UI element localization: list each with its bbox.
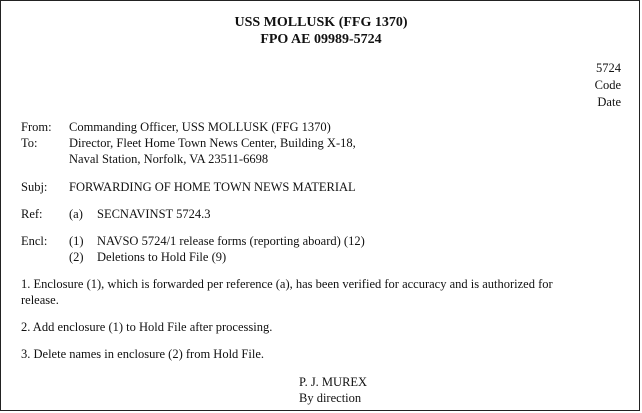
encl-item-2: Deletions to Hold File (9) — [97, 250, 227, 264]
paragraph-2: 2. Add enclosure (1) to Hold File after processing. — [21, 320, 273, 334]
paragraph-3: 3. Delete names in enclosure (2) from Hold File. — [21, 347, 264, 361]
signature-name: P. J. MUREX — [299, 375, 368, 389]
to-label: To: — [21, 136, 38, 150]
subj-label: Subj: — [21, 180, 48, 194]
to-line-2: Naval Station, Norfolk, VA 23511-6698 — [69, 152, 269, 166]
date-line: Date — [597, 95, 621, 109]
code-line: Code — [594, 78, 621, 92]
encl-marker-1: (1) — [69, 234, 84, 248]
ref-label: Ref: — [21, 207, 43, 221]
paragraph-1-line-1: 1. Enclosure (1), which is forwarded per reference (a), has been verified for accuracy and is authorized for — [21, 277, 553, 291]
ref-marker: (a) — [69, 207, 83, 221]
ssic-number: 5724 — [596, 61, 621, 75]
ref-value: SECNAVINST 5724.3 — [97, 207, 211, 221]
ship-name: USS MOLLUSK (FFG 1370) — [234, 15, 408, 30]
encl-item-1: NAVSO 5724/1 release forms (reporting aboard) (12) — [97, 234, 365, 248]
from-label: From: — [21, 120, 52, 134]
paragraph-1-line-2: release. — [21, 293, 59, 307]
ship-address: FPO AE 09989-5724 — [260, 32, 382, 47]
subj-value: FORWARDING OF HOME TOWN NEWS MATERIAL — [69, 180, 356, 194]
encl-marker-2: (2) — [69, 250, 84, 264]
to-line-1: Director, Fleet Home Town News Center, Building X-18, — [69, 136, 356, 150]
from-value: Commanding Officer, USS MOLLUSK (FFG 1370) — [69, 120, 331, 134]
encl-label: Encl: — [21, 234, 48, 248]
signature-title: By direction — [299, 391, 362, 405]
